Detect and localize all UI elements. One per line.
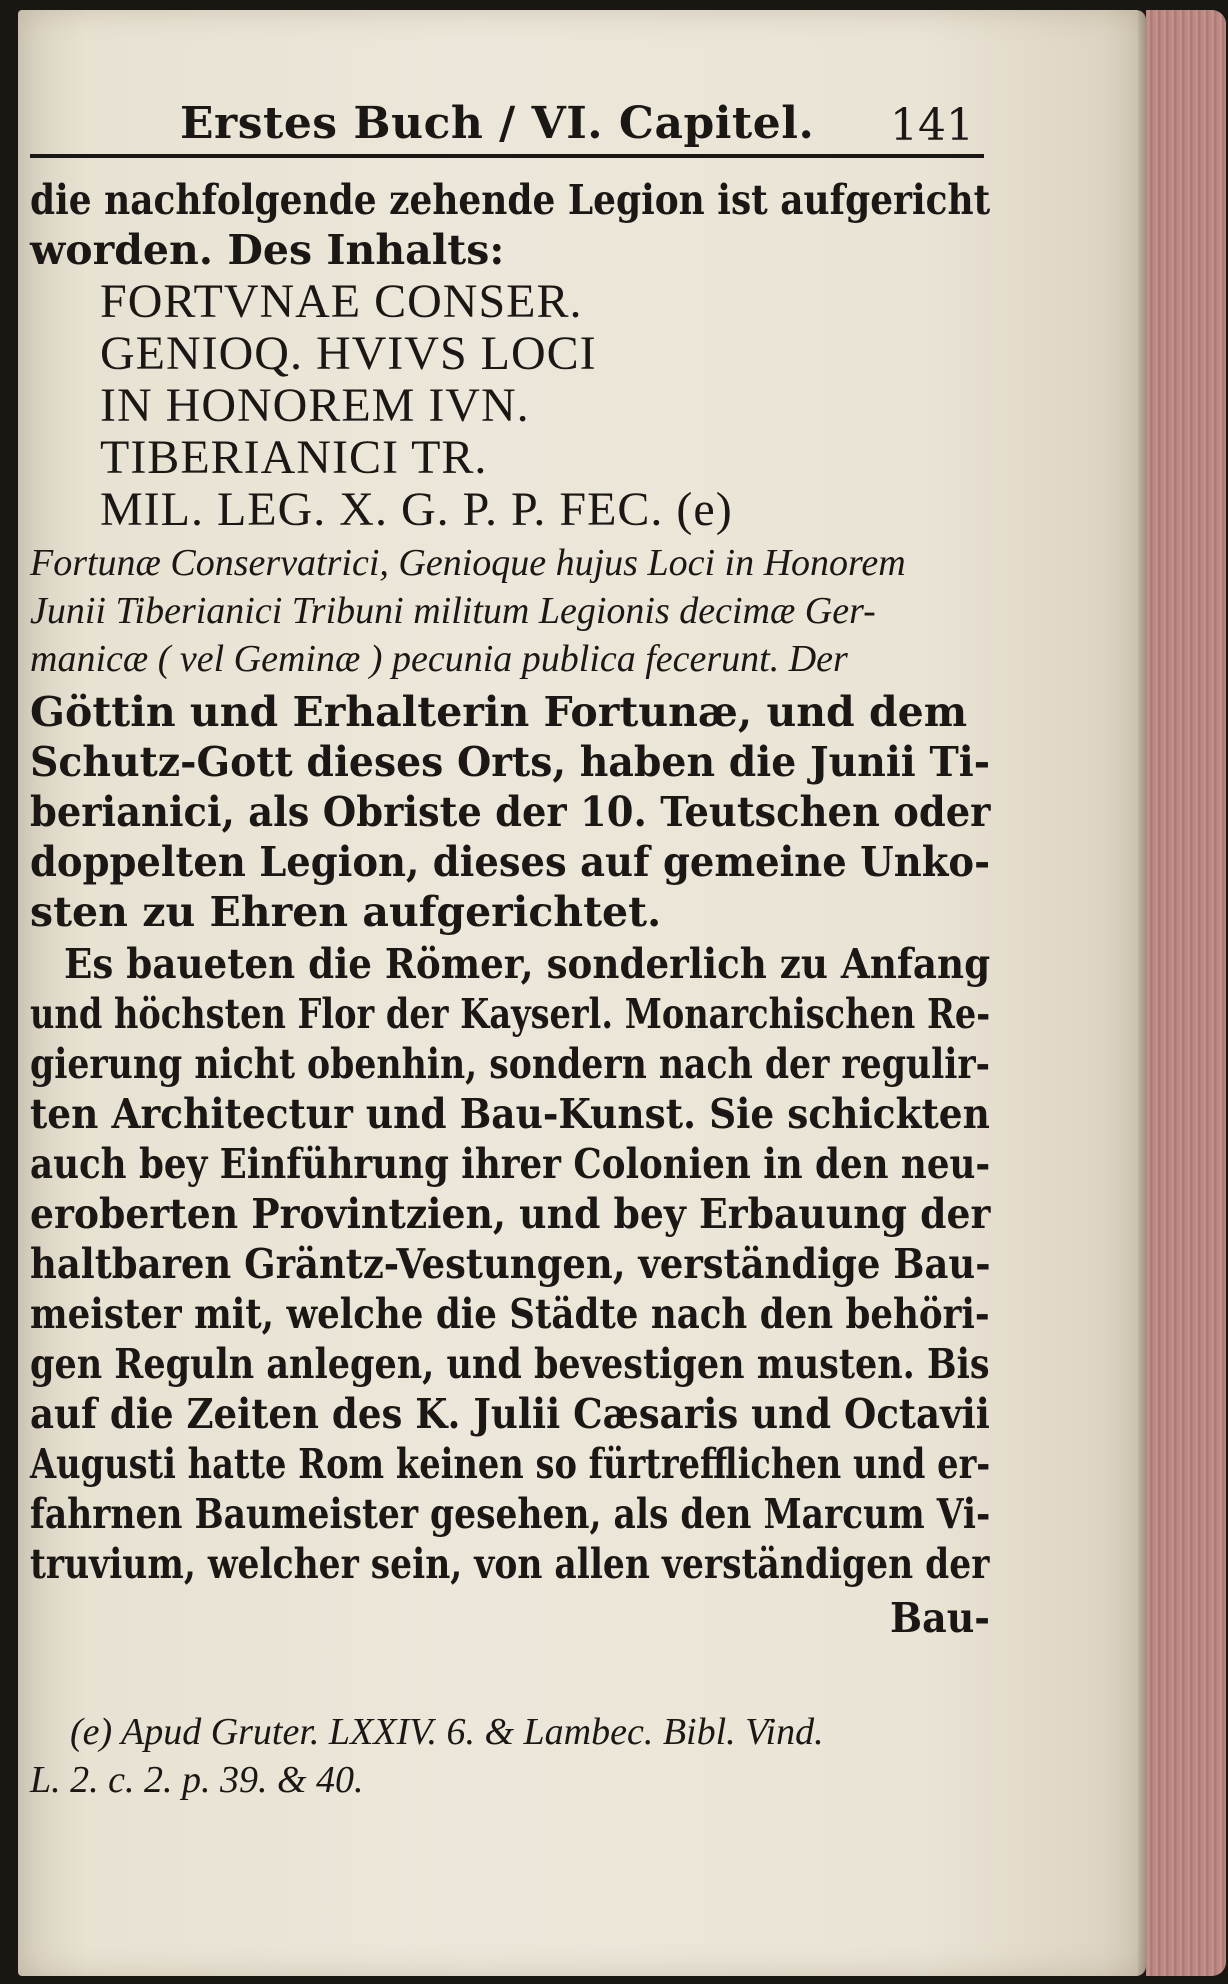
running-header (30, 98, 990, 160)
text-line: und höchsten Flor der Kayserl. Monarchischen Re- (30, 990, 991, 1038)
latin-line: Fortunæ Conservatrici, Genioque hujus Loci in Honorem (30, 542, 906, 584)
page-text (30, 98, 991, 1801)
text-line: Göttin und Erhalterin Fortunæ, und dem (30, 688, 968, 736)
text-line: haltbaren Gräntz-Vestungen, verständige Bau- (30, 1240, 991, 1288)
text-line: eroberten Provintzien, und bey Erbauung der (30, 1190, 991, 1238)
inscription-line: TIBERIANICI TR. (100, 431, 488, 484)
text-line: doppelten Legion, dieses auf gemeine Unko- (30, 838, 991, 886)
text-line: auch bey Einführung ihrer Colonien in den neu- (30, 1140, 991, 1188)
footnote-line: L. 2. c. 2. p. 39. & 40. (30, 1759, 364, 1801)
text-line: Es baueten die Römer, sonderlich zu Anfang (64, 940, 991, 988)
text-line: fahrnen Baumeister gesehen, als den Marcum Vi- (30, 1490, 991, 1538)
page-stack-edge (1146, 10, 1226, 1976)
page-number: 141 (890, 100, 974, 151)
text-line: truvium, welcher sein, von allen verständigen der (30, 1540, 990, 1588)
text-line: Schutz-Gott dieses Orts, haben die Junii Ti- (30, 738, 991, 786)
text-line: berianici, als Obriste der 10. Teutschen oder (30, 788, 991, 836)
inscription-line: MIL. LEG. X. G. P. P. FEC. (e) (100, 483, 733, 536)
inscription-line: GENIOQ. HVIVS LOCI (100, 327, 597, 380)
text-line: Augusti hatte Rom keinen so fürtrefflichen und er- (30, 1440, 991, 1488)
latin-line: manicæ ( vel Geminæ ) pecunia publica fecerunt. Der (30, 638, 848, 680)
inscription-line: FORTVNAE CONSER. (100, 275, 583, 328)
header-rule (30, 154, 984, 158)
catchword: Bau- (890, 1594, 991, 1642)
text-line: worden. Des Inhalts: (30, 226, 505, 274)
latin-line: Junii Tiberianici Tribuni militum Legionis decimæ Ger- (30, 590, 876, 632)
running-title: Erstes Buch / VI. Capitel. (180, 98, 815, 149)
text-line: auf die Zeiten des K. Julii Cæsaris und Octavii (30, 1390, 990, 1438)
text-line: gierung nicht obenhin, sondern nach der regulir- (30, 1040, 991, 1088)
text-line: ten Architectur und Bau-Kunst. Sie schickten (30, 1090, 990, 1138)
inscription-line: IN HONOREM IVN. (100, 379, 530, 432)
text-line: die nachfolgende zehende Legion ist aufgericht (30, 176, 991, 224)
text-line: meister mit, welche die Städte nach den behöri- (30, 1290, 990, 1338)
footnote-line: (e) Apud Gruter. LXXIV. 6. & Lambec. Bibl. Vind. (70, 1711, 824, 1753)
text-line: sten zu Ehren aufgerichtet. (30, 888, 662, 936)
text-line: gen Reguln anlegen, und bevestigen musten. Bis (30, 1340, 990, 1388)
